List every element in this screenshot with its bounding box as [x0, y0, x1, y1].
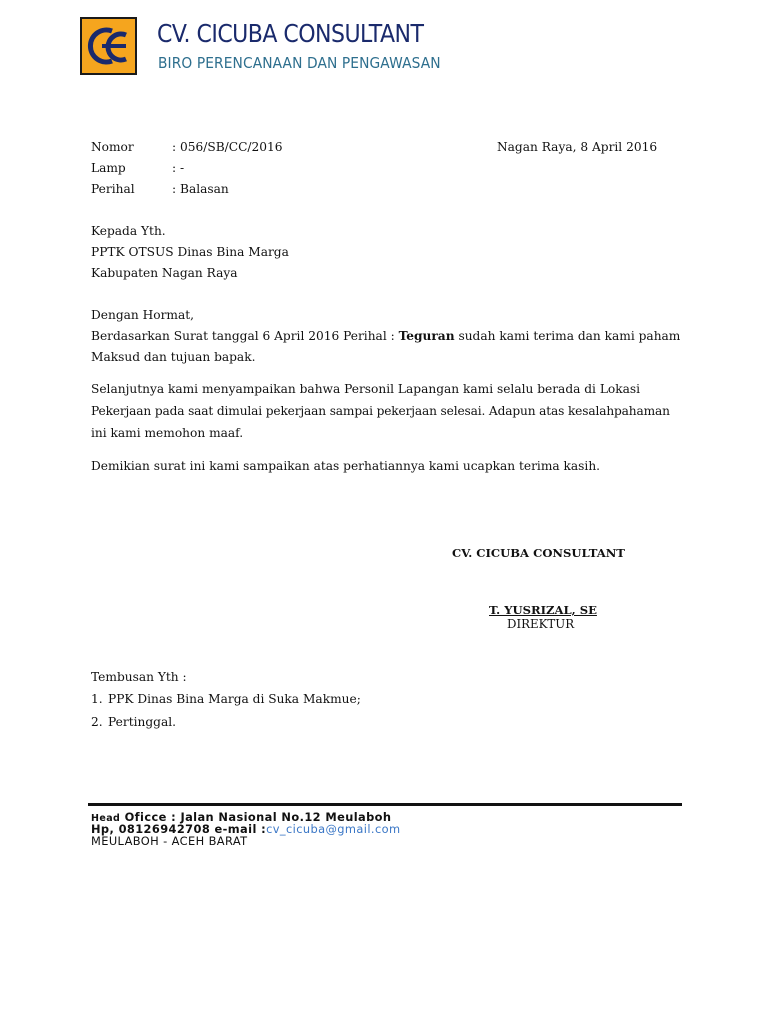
cc-heading: Tembusan Yth :	[91, 670, 187, 684]
lamp-label: Lamp	[91, 161, 126, 175]
recipient-line-1: Kepada Yth.	[91, 224, 166, 238]
paragraph-1-text-after: sudah kami terima dan kami paham	[454, 329, 681, 343]
company-logo	[80, 17, 137, 75]
recipient-line-3: Kabupaten Nagan Raya	[91, 266, 238, 280]
nomor-label: Nomor	[91, 140, 134, 154]
lamp-colon: :	[172, 161, 177, 175]
recipient-line-2: PPTK OTSUS Dinas Bina Marga	[91, 245, 289, 259]
lamp-value: -	[180, 161, 185, 175]
paragraph-2-line-1: Selanjutnya kami menyampaikan bahwa Personil Lapangan kami selalu berada di Lokasi	[91, 382, 641, 396]
paragraph-1-line-1	[91, 326, 681, 347]
footer-city: MEULABOH - ACEH BARAT	[91, 834, 248, 848]
company-name: CV. CICUBA CONSULTANT	[157, 19, 424, 48]
footer-email-link[interactable]: cv_cicuba@gmail.com	[266, 822, 401, 836]
cc-item-2-number: 2.	[91, 715, 103, 729]
signatory-title: DIREKTUR	[507, 617, 575, 631]
cc-logo-icon	[82, 19, 135, 73]
closing-paragraph: Demikian surat ini kami sampaikan atas perhatiannya kami ucapkan terima kasih.	[91, 459, 601, 473]
place-date: Nagan Raya, 8 April 2016	[497, 140, 658, 154]
greeting: Dengan Hormat,	[91, 308, 195, 322]
cc-item-2-text: Pertinggal.	[108, 715, 176, 729]
paragraph-1-line-2: Maksud dan tujuan bapak.	[91, 350, 256, 364]
company-subtitle: BIRO PERENCANAAN DAN PENGAWASAN	[158, 54, 441, 72]
paragraph-1-text-before: Berdasarkan Surat tanggal 6 April 2016 Perihal :	[91, 329, 399, 343]
perihal-label: Perihal	[91, 182, 135, 196]
signature-company: CV. CICUBA CONSULTANT	[452, 546, 625, 560]
perihal-colon: :	[172, 182, 177, 196]
signatory-name: T. YUSRIZAL, SE	[489, 603, 597, 617]
paragraph-2-line-2: Pekerjaan pada saat dimulai pekerjaan sampai pekerjaan selesai. Adapun atas kesalahpahaman	[91, 404, 670, 418]
paragraph-2-line-3: ini kami memohon maaf.	[91, 426, 244, 440]
footer-head-label: Head	[91, 813, 121, 824]
nomor-colon: :	[172, 140, 177, 154]
cc-item-1-text: PPK Dinas Bina Marga di Suka Makmue;	[108, 692, 361, 706]
footer-divider	[88, 803, 682, 806]
footer-phone: Hp, 08126942708 e-mail :	[91, 822, 267, 836]
cc-item-1-number: 1.	[91, 692, 103, 706]
nomor-value: 056/SB/CC/2016	[180, 140, 283, 154]
paragraph-1-bold-word: Teguran	[398, 329, 455, 343]
perihal-value: Balasan	[180, 182, 229, 196]
footer-office-text: Oficce : Jalan Nasional No.12 Meulaboh	[120, 810, 392, 824]
